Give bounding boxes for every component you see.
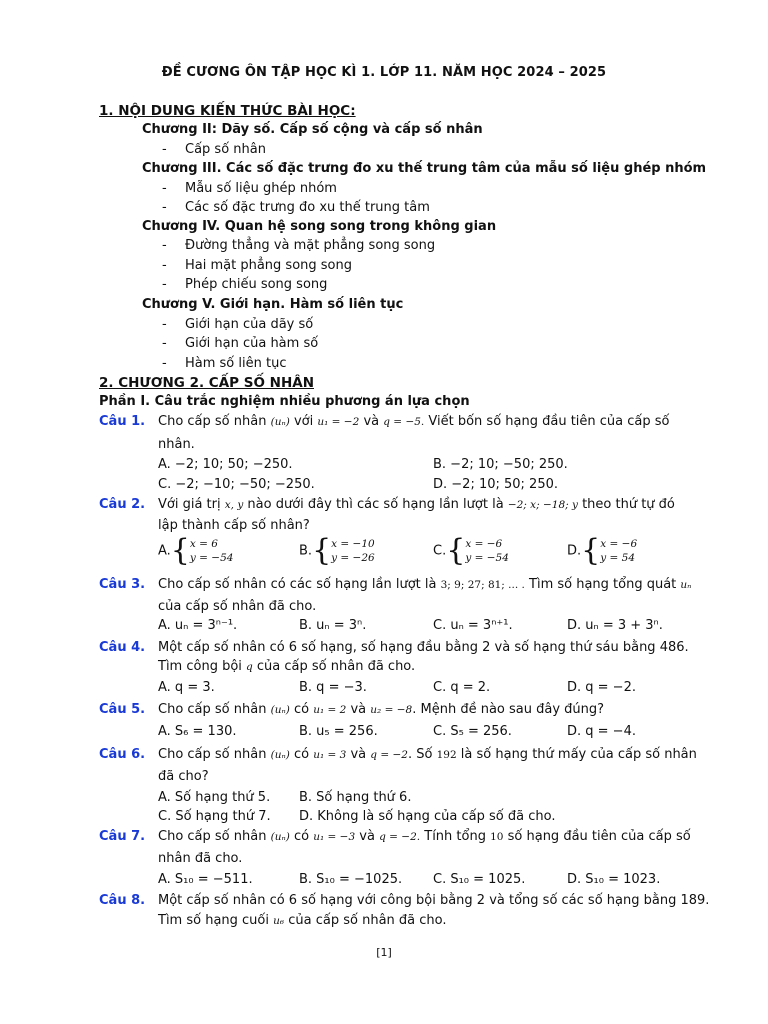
list-item: Cấp số nhân xyxy=(185,142,266,157)
question-label: Câu 2. xyxy=(99,497,146,512)
question-text: Cho cấp số nhân (uₙ) có u₁ = −3 và q = −2. Tính tổng 10 số hạng đầu tiên của cấp số xyxy=(158,829,691,844)
answer-option: C. q = 2. xyxy=(433,680,491,695)
list-item: Hàm số liên tục xyxy=(185,356,287,371)
bullet-dash: - xyxy=(162,356,167,371)
bullet-dash: - xyxy=(162,181,167,196)
list-item: Giới hạn của hàm số xyxy=(185,336,319,351)
question-label: Câu 8. xyxy=(99,893,146,908)
answer-option: C.{x = −6 y = −54 xyxy=(433,533,509,568)
bullet-dash: - xyxy=(162,238,167,253)
list-item: Hai mặt phẳng song song xyxy=(185,258,352,273)
answer-option: B. uₙ = 3ⁿ. xyxy=(299,618,367,633)
answer-option: B.{x = −10 y = −26 xyxy=(299,533,375,568)
list-item: Đường thẳng và mặt phẳng song song xyxy=(185,238,436,253)
section-heading: 2. CHƯƠNG 2. CẤP SỐ NHÂN xyxy=(99,375,314,391)
question-text: Với giá trị x, y nào dưới đây thì các số hạng lần lượt là −2; x; −18; y theo thứ tự đó xyxy=(158,497,675,512)
question-text: nhân đã cho. xyxy=(158,851,243,866)
list-item: Phép chiếu song song xyxy=(185,277,328,292)
bullet-dash: - xyxy=(162,200,167,215)
question-label: Câu 6. xyxy=(99,747,146,762)
question-text: lập thành cấp số nhân? xyxy=(158,518,310,533)
answer-option: A. Số hạng thứ 5. xyxy=(158,790,271,805)
answer-option: A. q = 3. xyxy=(158,680,215,695)
question-label: Câu 7. xyxy=(99,829,146,844)
question-label: Câu 4. xyxy=(99,640,146,655)
answer-option: B. −2; 10; −50; 250. xyxy=(433,457,568,472)
list-item: Các số đặc trưng đo xu thế trung tâm xyxy=(185,200,430,215)
answer-option: C. uₙ = 3ⁿ⁺¹. xyxy=(433,618,513,633)
question-text: Cho cấp số nhân (uₙ) với u₁ = −2 và q = −5. Viết bốn số hạng đầu tiên của cấp số xyxy=(158,414,670,429)
question-text: Tìm số hạng cuối u₆ của cấp số nhân đã cho. xyxy=(158,913,447,928)
answer-option: C. S₅ = 256. xyxy=(433,724,512,739)
bullet-dash: - xyxy=(162,336,167,351)
question-text: Một cấp số nhân có 6 số hạng với công bội bằng 2 và tổng số các số hạng bằng 189. xyxy=(158,893,710,908)
page-title: ĐỀ CƯƠNG ÔN TẬP HỌC KÌ 1. LỚP 11. NĂM HỌC 2024 – 2025 xyxy=(161,65,607,80)
answer-option: D. −2; 10; 50; 250. xyxy=(433,477,559,492)
part-heading: Phần I. Câu trắc nghiệm nhiều phương án lựa chọn xyxy=(99,394,470,409)
question-text: của cấp số nhân đã cho. xyxy=(158,599,317,614)
bullet-dash: - xyxy=(162,317,167,332)
answer-option: C. S₁₀ = 1025. xyxy=(433,872,526,887)
answer-option: D. uₙ = 3 + 3ⁿ. xyxy=(567,618,663,633)
question-text: Cho cấp số nhân (uₙ) có u₁ = 3 và q = −2. Số 192 là số hạng thứ mấy của cấp số nhân xyxy=(158,747,697,762)
answer-option: B. Số hạng thứ 6. xyxy=(299,790,412,805)
answer-option: D. q = −2. xyxy=(567,680,636,695)
question-label: Câu 5. xyxy=(99,702,146,717)
chapter-title: Chương III. Các số đặc trưng đo xu thế trung tâm của mẫu số liệu ghép nhóm xyxy=(142,161,707,176)
answer-option: B. q = −3. xyxy=(299,680,367,695)
section-heading: 1. NỘI DUNG KIẾN THỨC BÀI HỌC: xyxy=(99,103,356,119)
bullet-dash: - xyxy=(162,142,167,157)
list-item: Giới hạn của dãy số xyxy=(185,317,314,332)
answer-option: D. q = −4. xyxy=(567,724,636,739)
answer-option: A.{x = 6 y = −54 xyxy=(158,533,234,568)
question-text: Một cấp số nhân có 6 số hạng, số hạng đầu bằng 2 và số hạng thứ sáu bằng 486. xyxy=(158,640,689,655)
question-text: đã cho? xyxy=(158,769,209,784)
answer-option: A. S₆ = 130. xyxy=(158,724,237,739)
chapter-title: Chương II: Dãy số. Cấp số cộng và cấp số nhân xyxy=(142,122,483,137)
bullet-dash: - xyxy=(162,277,167,292)
answer-option: A. uₙ = 3ⁿ⁻¹. xyxy=(158,618,238,633)
question-label: Câu 1. xyxy=(99,414,146,429)
answer-option: A. −2; 10; 50; −250. xyxy=(158,457,293,472)
question-text: Cho cấp số nhân có các số hạng lần lượt là 3; 9; 27; 81; ... . Tìm số hạng tổng quát uₙ xyxy=(158,577,692,592)
question-text: Cho cấp số nhân (uₙ) có u₁ = 2 và u₂ = −8. Mệnh đề nào sau đây đúng? xyxy=(158,702,605,717)
chapter-title: Chương V. Giới hạn. Hàm số liên tục xyxy=(142,297,404,312)
answer-option: B. u₅ = 256. xyxy=(299,724,378,739)
bullet-dash: - xyxy=(162,258,167,273)
chapter-title: Chương IV. Quan hệ song song trong không gian xyxy=(142,219,497,234)
answer-option: A. S₁₀ = −511. xyxy=(158,872,253,887)
answer-option: B. S₁₀ = −1025. xyxy=(299,872,403,887)
question-text: Tìm công bội q của cấp số nhân đã cho. xyxy=(158,659,416,674)
page-number: [1] xyxy=(376,946,392,959)
question-text: nhân. xyxy=(158,437,195,452)
answer-option: D. S₁₀ = 1023. xyxy=(567,872,661,887)
answer-option: D.{x = −6 y = 54 xyxy=(567,533,638,568)
list-item: Mẫu số liệu ghép nhóm xyxy=(185,181,337,196)
question-label: Câu 3. xyxy=(99,577,146,592)
answer-option: C. Số hạng thứ 7. xyxy=(158,809,271,824)
answer-option: C. −2; −10; −50; −250. xyxy=(158,477,315,492)
answer-option: D. Không là số hạng của cấp số đã cho. xyxy=(299,809,556,824)
